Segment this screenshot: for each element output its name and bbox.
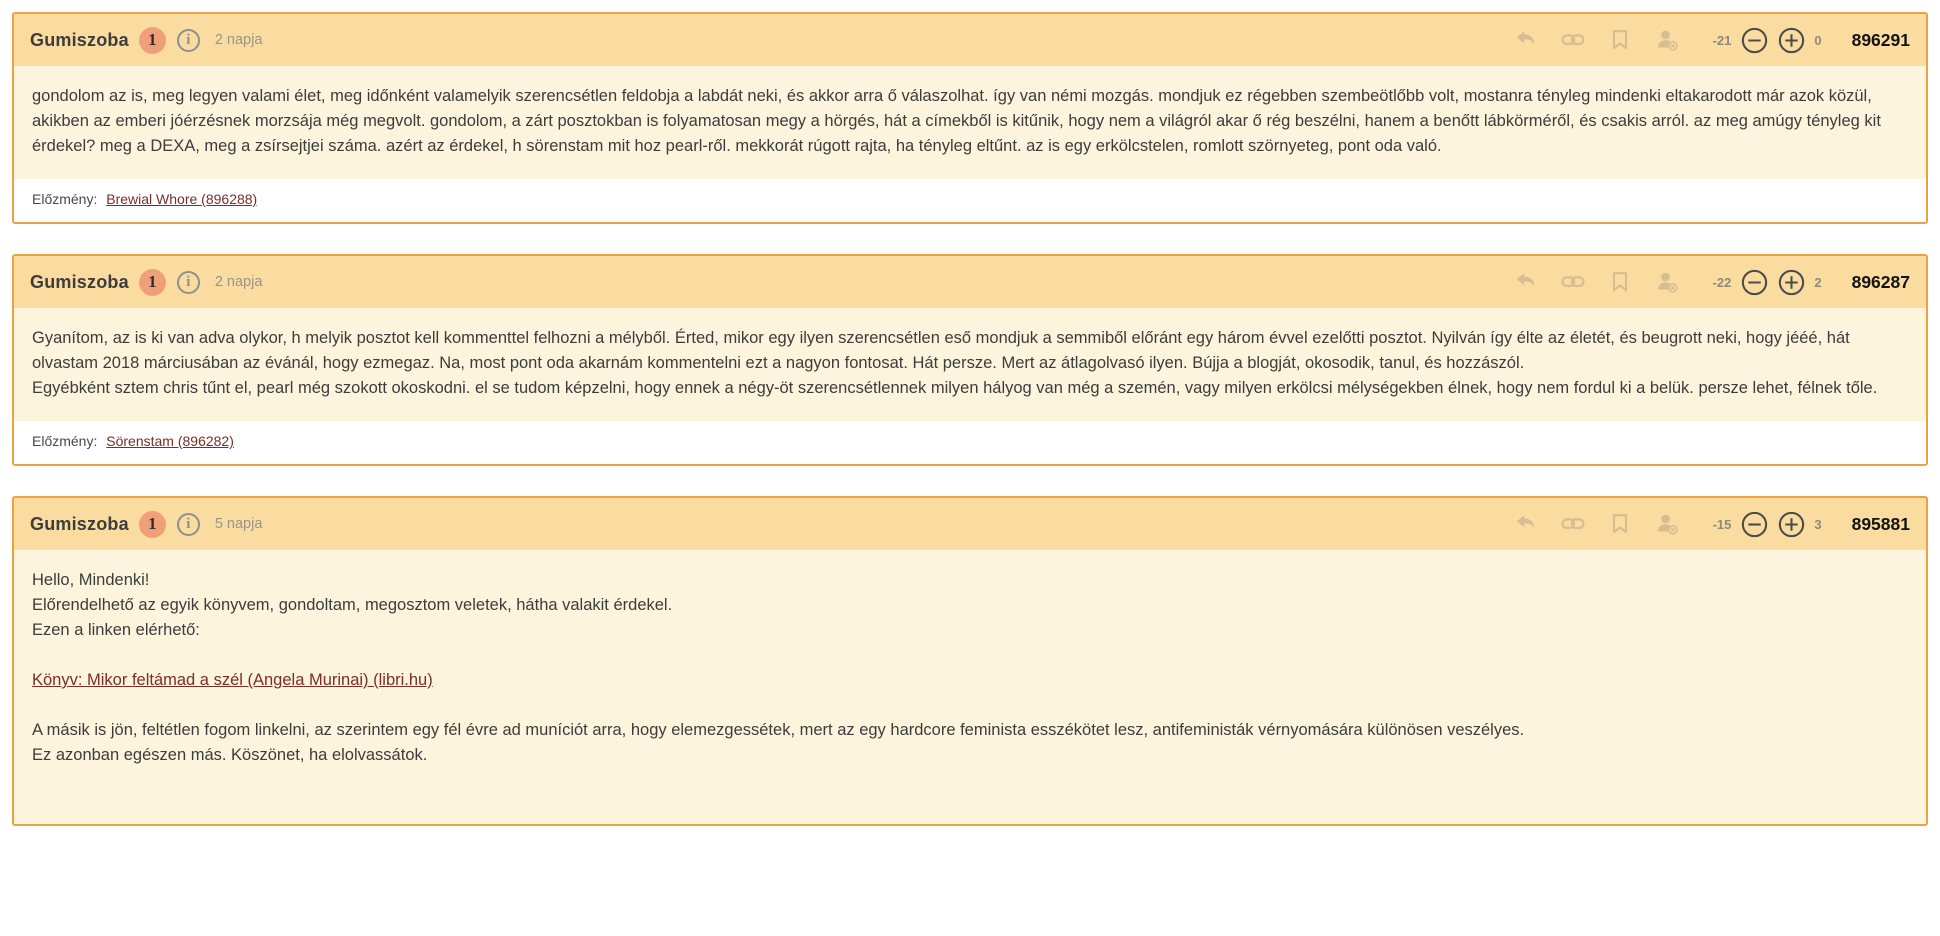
bookmark-icon[interactable] [1608, 512, 1632, 536]
previous-label: Előzmény: [32, 191, 98, 207]
permalink-chain-icon[interactable] [1561, 270, 1585, 294]
bookmark-icon[interactable] [1608, 28, 1632, 52]
downvote-minus-icon[interactable] [1741, 269, 1768, 296]
post-text-line: Előrendelhető az egyik könyvem, gondoltam, megosztom veletek, hátha valakit érdekel. [32, 596, 673, 614]
reply-arrow-icon[interactable] [1514, 512, 1538, 536]
upvote-plus-icon[interactable] [1778, 27, 1805, 54]
upvote-plus-icon[interactable] [1778, 511, 1805, 538]
post-id-link[interactable]: 896287 [1851, 271, 1910, 292]
previous-label: Előzmény: [32, 433, 98, 449]
post-card [12, 496, 1928, 826]
post-actions [1491, 27, 1910, 54]
downvote-minus-icon[interactable] [1741, 27, 1768, 54]
downvote-count: -22 [1712, 274, 1732, 290]
downvote-count: -15 [1712, 516, 1732, 532]
previous-post-link[interactable]: Brewial Whore (896288) [106, 191, 258, 207]
block-user-icon[interactable] [1655, 270, 1679, 294]
post-body [14, 550, 1926, 824]
block-user-icon[interactable] [1655, 512, 1679, 536]
topic-title-link[interactable]: Gumiszoba [30, 513, 129, 534]
new-post-count-badge[interactable]: 1 [139, 269, 166, 296]
upvote-count: 0 [1814, 32, 1822, 48]
downvote-count: -21 [1712, 32, 1732, 48]
book-link[interactable]: Könyv: Mikor feltámad a szél (Angela Murinai) (libri.hu) [32, 671, 433, 689]
upvote-count: 3 [1814, 516, 1822, 532]
block-user-icon[interactable] [1655, 28, 1679, 52]
upvote-count: 2 [1814, 274, 1822, 290]
post-age: 2 napja [214, 274, 263, 290]
info-icon[interactable]: i [177, 29, 200, 52]
post-header [14, 14, 1926, 66]
post-paragraph: Egyébként sztem chris tűnt el, pearl még szokott okoskodni. el se tudom képzelni, hogy ennek a négy-öt szerencsétlennek milyen hályog van még a szemén, vagy milyen erkölcsi mélységekben élnek, hogy nem fordul ki a belük. persze lehet, félnek tőle. [32, 379, 1878, 397]
previous-post-link[interactable]: Sörenstam (896282) [106, 433, 234, 449]
post-paragraph: Gyanítom, az is ki van adva olykor, h melyik posztot kell kommenttel felhozni a mélyből. Érted, mikor egy ilyen szerencsétlen eső mondjuk a semmiből előránt egy három évvel ezelőtti posztot. Nyilván így élte az életét, és beugrott neki, hogy jééé, hát olvastam 2018 márciusában az évánál, hogy ezmegaz. Na, most pont oda akarnám kommentelni ezt a nagyon fontosat. Hát persze. Mert az átlagolvasó ilyen. Bújja a blogját, okosodik, tanul, és hozzászól. [32, 329, 1850, 372]
post-text-line: A másik is jön, feltétlen fogom linkelni, az szerintem egy fél évre ad muníciót arra, hogy elemezgessétek, mert az egy hardcore feminista esszékötet lesz, antifeministák vérnyomására különösen veszélyes. [32, 721, 1525, 739]
topic-title-link[interactable]: Gumiszoba [30, 29, 129, 50]
post-text-line: Ezen a linken elérhető: [32, 621, 200, 639]
post-body [14, 308, 1926, 421]
downvote-minus-icon[interactable] [1741, 511, 1768, 538]
post-actions [1491, 511, 1910, 538]
post-paragraph: gondolom az is, meg legyen valami élet, meg időnként valamelyik szerencsétlen feldobja a labdát neki, és akkor arra ő válaszolhat. így van némi mozgás. mondjuk ez régebben szembeötlőbb volt, mostanra tényleg mindenki eltakarodott már azok közül, akikben az emberi jóérzésnek morzsája még megvolt. gondolom, a zárt posztokban is folyamatosan megy a hörgés, hát a címekből is kitűnik, hogy nem a világról akar ő rég beszélni, hanem a benőtt lábkörméről, és csakis arról. az meg amúgy tényleg kit érdekel? meg a DEXA, meg a zsírsejtjei száma. azért az érdekel, h sörenstam mit hoz pearl-ről. mekkorát rúgott rajta, ha tényleg eltűnt. az is egy erkölcstelen, romlott szörnyeteg, pont oda való. [32, 87, 1881, 155]
post-actions [1491, 269, 1910, 296]
reply-arrow-icon[interactable] [1514, 270, 1538, 294]
upvote-plus-icon[interactable] [1778, 269, 1805, 296]
permalink-chain-icon[interactable] [1561, 28, 1585, 52]
reply-arrow-icon[interactable] [1514, 28, 1538, 52]
post-age: 5 napja [214, 516, 263, 532]
post-header [14, 498, 1926, 550]
post-footer [14, 421, 1926, 464]
new-post-count-badge[interactable]: 1 [139, 27, 166, 54]
post-card [12, 12, 1928, 224]
post-card [12, 254, 1928, 466]
info-icon[interactable]: i [177, 513, 200, 536]
post-text-line: Ez azonban egészen más. Köszönet, ha elolvassátok. [32, 746, 428, 764]
post-header [14, 256, 1926, 308]
new-post-count-badge[interactable]: 1 [139, 511, 166, 538]
topic-title-link[interactable]: Gumiszoba [30, 271, 129, 292]
post-id-link[interactable]: 896291 [1851, 29, 1910, 50]
post-id-link[interactable]: 895881 [1851, 513, 1910, 534]
bookmark-icon[interactable] [1608, 270, 1632, 294]
permalink-chain-icon[interactable] [1561, 512, 1585, 536]
post-body [14, 66, 1926, 179]
info-icon[interactable]: i [177, 271, 200, 294]
post-footer [14, 179, 1926, 222]
post-text-line: Hello, Mindenki! [32, 571, 150, 589]
post-age: 2 napja [214, 32, 263, 48]
